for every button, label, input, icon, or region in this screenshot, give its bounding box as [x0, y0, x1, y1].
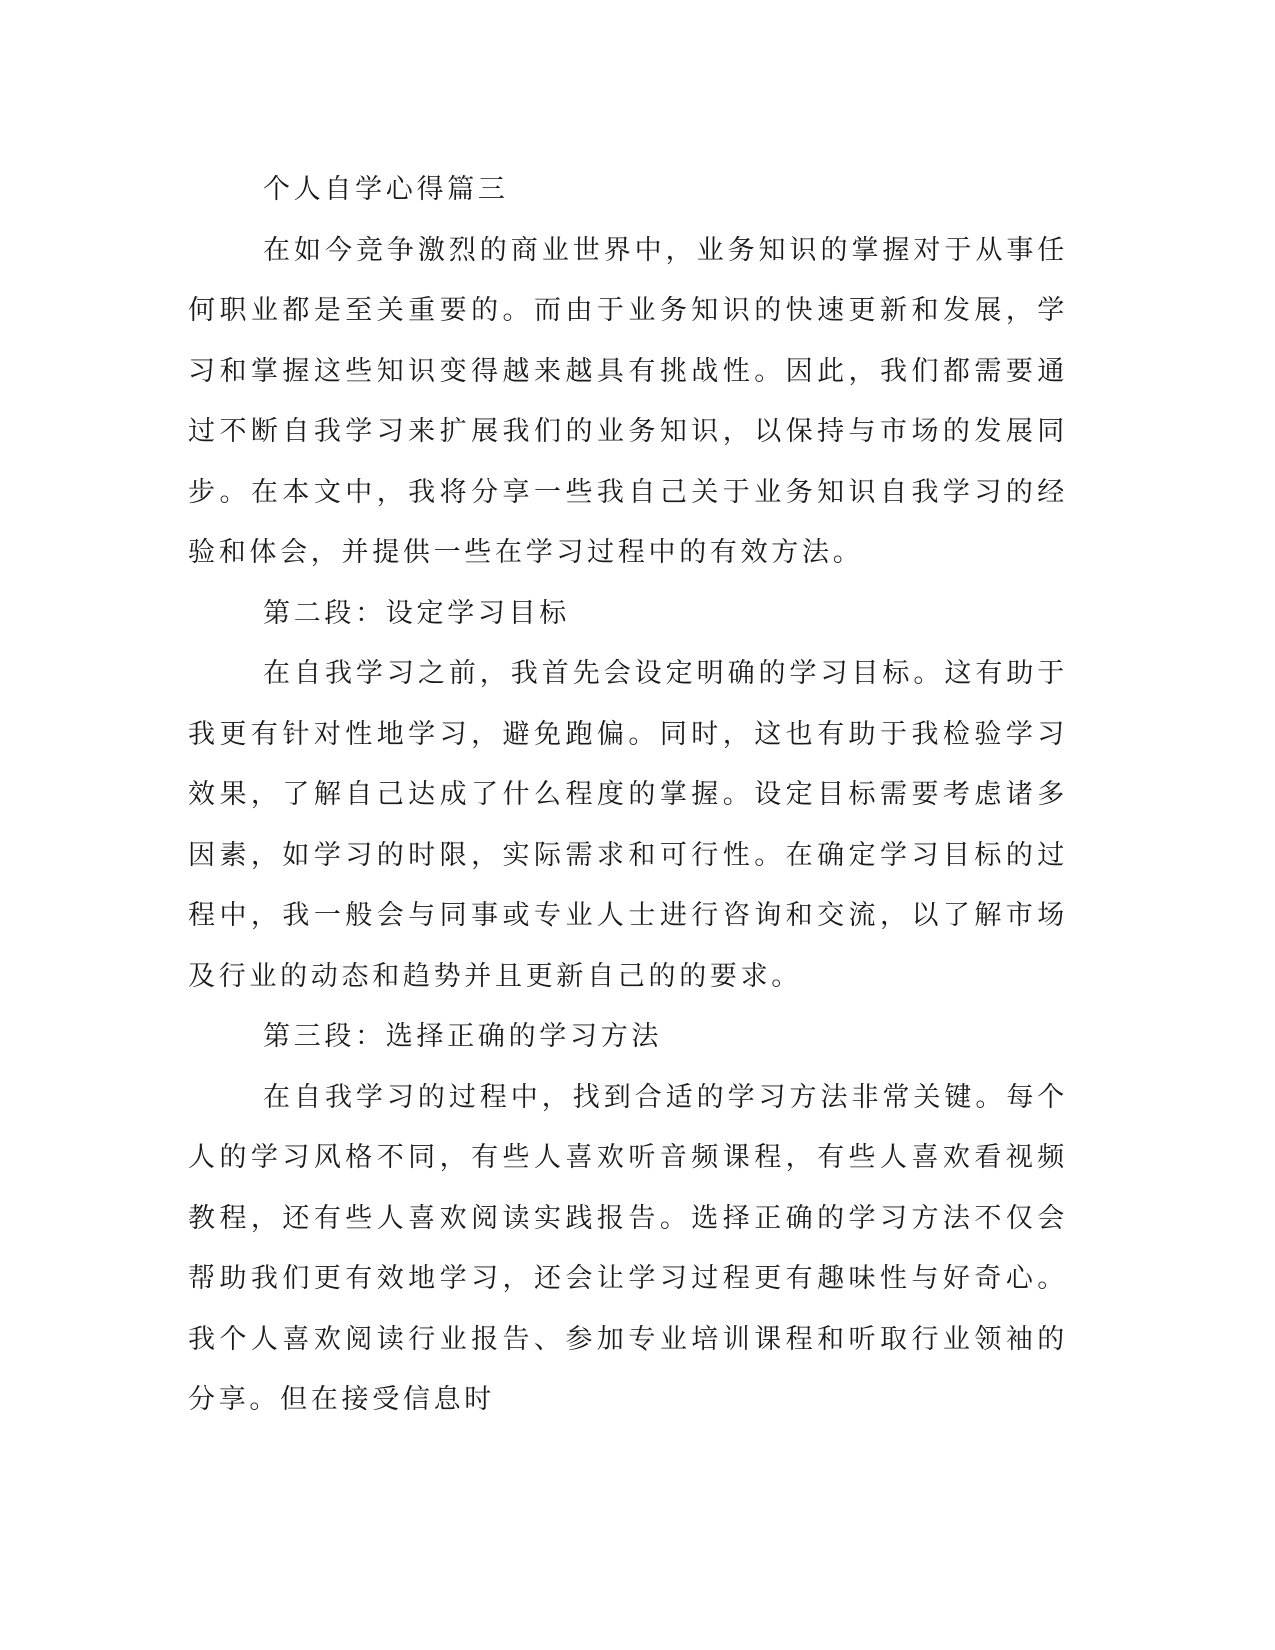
paragraph-methods: 在自我学习的过程中，找到合适的学习方法非常关键。每个人的学习风格不同，有些人喜欢听音频课程，有些人喜欢看视频教程，还有些人喜欢阅读实践报告。选择正确的学习方法不仅会帮助我们更有效地学习，还会让学习过程更有趣味性与好奇心。我个人喜欢阅读行业报告、参加专业培训课程和听取行业领袖的分享。但在接受信息时 — [188, 1081, 1068, 1415]
paragraph-goals: 在自我学习之前，我首先会设定明确的学习目标。这有助于我更有针对性地学习，避免跑偏。同时，这也有助于我检验学习效果，了解自己达成了什么程度的掌握。设定目标需要考虑诸多因素，如学习的时限，实际需求和可行性。在确定学习目标的过程中，我一般会与同事或专业人士进行咨询和交流，以了解市场及行业的动态和趋势并且更新自己的的要求。 — [188, 658, 1068, 992]
section-heading-3: 第三段：选择正确的学习方法 — [263, 1021, 663, 1052]
section-heading-2: 第二段：设定学习目标 — [263, 597, 570, 629]
document-body — [188, 160, 1068, 1431]
document-title: 个人自学心得篇三 — [263, 174, 509, 205]
intro-paragraph: 在如今竞争激烈的商业世界中，业务知识的掌握对于从事任何职业都是至关重要的。而由于业务知识的快速更新和发展，学习和掌握这些知识变得越来越具有挑战性。因此，我们都需要通过不断自我学习来扩展我们的业务知识，以保持与市场的发展同步。在本文中，我将分享一些我自己关于业务知识自我学习的经验和体会，并提供一些在学习过程中的有效方法。 — [188, 234, 1068, 568]
